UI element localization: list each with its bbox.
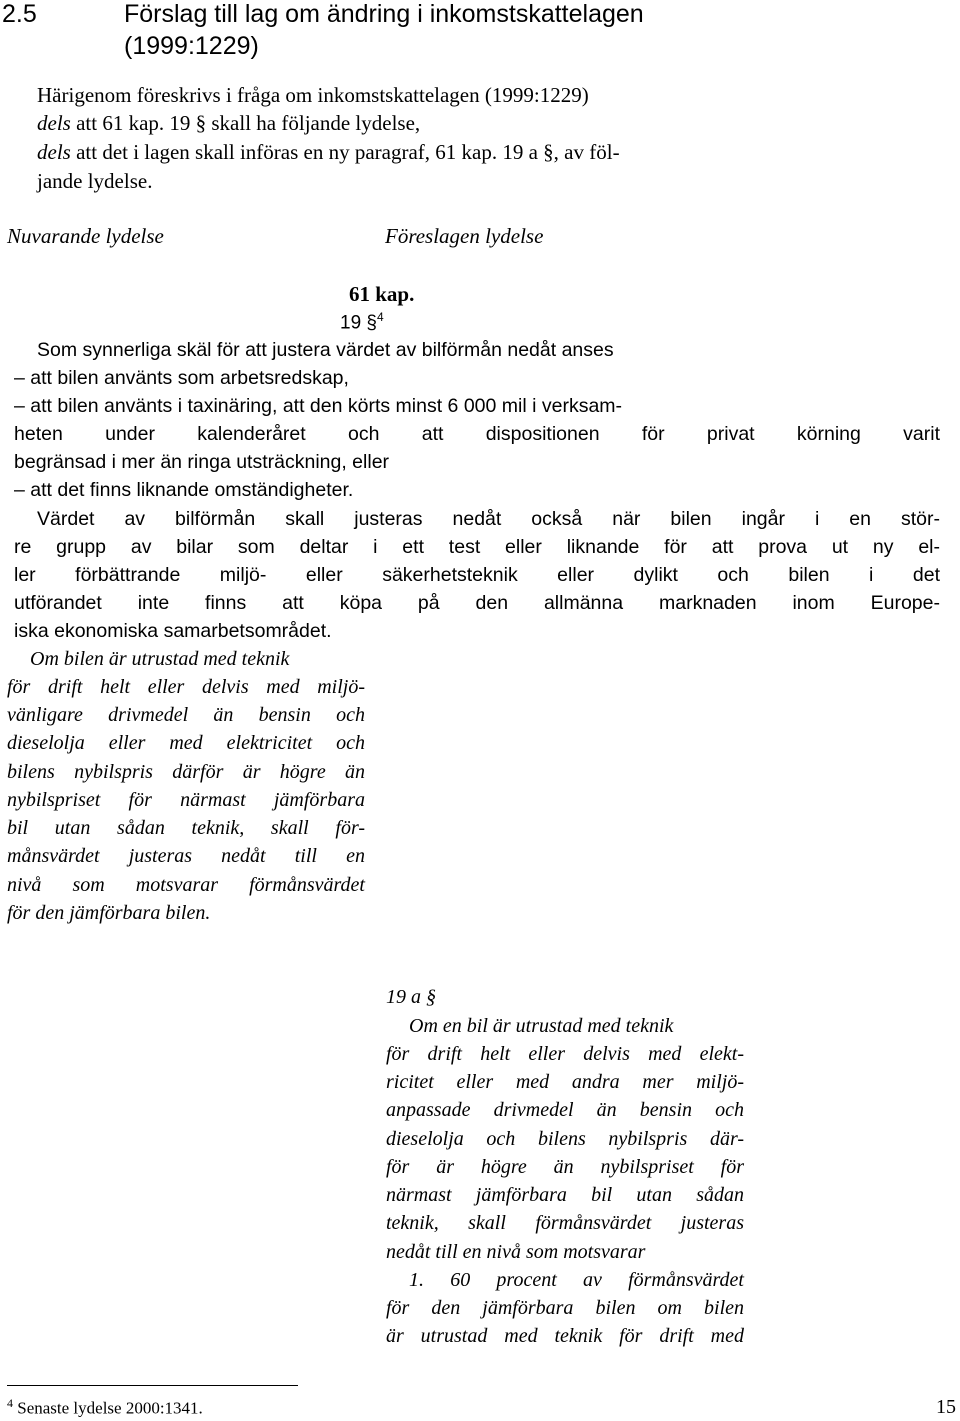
body-line-1: Som synnerliga skäl för att justera värdet av bilförmån nedåt anses bbox=[37, 339, 614, 361]
body-line-3-text: – att bilen använts i taxinäring, att den körts minst 6 000 mil i verksam- bbox=[14, 395, 623, 417]
current-line-8: månsvärdet justeras nedåt till en bbox=[7, 845, 365, 867]
new-line-7: närmast jämförbara bil utan sådan bbox=[386, 1184, 744, 1206]
footnote-rule bbox=[7, 1385, 298, 1386]
current-line-6: nybilspriset för närmast jämförbara bbox=[7, 789, 365, 811]
new-line-5: dieselolja och bilens nybilspris där- bbox=[386, 1128, 744, 1150]
new-line-3: ricitet eller med andra mer miljö- bbox=[386, 1071, 744, 1093]
current-line-3: vänligare drivmedel än bensin och bbox=[7, 704, 365, 726]
current-line-1: Om bilen är utrustad med teknik bbox=[30, 648, 290, 670]
intro-line-4: jande lydelse. bbox=[37, 169, 153, 193]
section-title-line1: Förslag till lag om ändring i inkomstskattelagen bbox=[124, 0, 644, 28]
section-number: 2.5 bbox=[2, 0, 37, 28]
column-heading-current: Nuvarande lydelse bbox=[7, 224, 164, 248]
body-line-4: heten under kalenderåret och att dispositionen för privat körning varit bbox=[14, 423, 940, 445]
body-line-9: ler förbättrande miljö- eller säkerhetsteknik eller dylikt och bilen i det bbox=[14, 564, 940, 586]
new-line-4: anpassade drivmedel än bensin och bbox=[386, 1099, 744, 1121]
intro-line-1: Härigenom föreskrivs i fråga om inkomstskattelagen (1999:1229) bbox=[37, 83, 589, 107]
body-line-8: re grupp av bilar som deltar i ett test eller liknande för att prova ut ny el- bbox=[14, 536, 940, 558]
intro-dels-2: dels bbox=[37, 140, 71, 164]
new-line-2: för drift helt eller delvis med elekt- bbox=[386, 1043, 744, 1065]
current-line-5: bilens nybilspris därför är högre än bbox=[7, 761, 365, 783]
footnote bbox=[7, 1396, 203, 1419]
body-line-10: utförandet inte finns att köpa på den allmänna marknaden inom Europe- bbox=[14, 592, 940, 614]
column-heading-proposed: Föreslagen lydelse bbox=[385, 224, 544, 248]
chapter-heading: 61 kap. bbox=[349, 282, 415, 306]
new-section-label: 19 a § bbox=[386, 986, 436, 1008]
body-line-5: begränsad i mer än ringa utsträckning, eller bbox=[14, 451, 390, 473]
new-line-9: nedåt till en nivå som motsvarar bbox=[386, 1241, 646, 1263]
page-number: 15 bbox=[936, 1396, 956, 1418]
section-heading bbox=[340, 310, 384, 334]
intro-line-3-rest: att det i lagen skall införas en ny paragraf, 61 kap. 19 a §, av föl- bbox=[76, 140, 620, 164]
footnote-text: Senaste lydelse 2000:1341. bbox=[17, 1398, 203, 1418]
body-line-3 bbox=[14, 395, 940, 418]
new-line-10: 1. 60 procent av förmånsvärdet bbox=[409, 1269, 744, 1291]
intro-line-3 bbox=[37, 140, 620, 165]
intro-dels-1: dels bbox=[37, 111, 71, 135]
current-line-10: för den jämförbara bilen. bbox=[7, 902, 211, 924]
body-line-11: iska ekonomiska samarbetsområdet. bbox=[14, 620, 332, 642]
current-line-4: dieselolja eller med elektricitet och bbox=[7, 732, 365, 754]
new-line-8: teknik, skall förmånsvärdet justeras bbox=[386, 1212, 744, 1234]
section-title-line2: (1999:1229) bbox=[124, 32, 259, 60]
current-line-7: bil utan sådan teknik, skall för- bbox=[7, 817, 365, 839]
footnote-ref: 4 bbox=[376, 310, 384, 324]
section-label: 19 § bbox=[340, 312, 377, 334]
intro-line-2-rest: att 61 kap. 19 § skall ha följande lydelse, bbox=[76, 111, 421, 135]
footnote-number: 4 bbox=[7, 1396, 13, 1410]
current-line-2: för drift helt eller delvis med miljö- bbox=[7, 676, 365, 698]
body-line-7: Värdet av bilförmån skall justeras nedåt också när bilen ingår i en stör- bbox=[37, 508, 940, 530]
new-line-11: för den jämförbara bilen om bilen bbox=[386, 1297, 744, 1319]
body-line-2: – att bilen använts som arbetsredskap, bbox=[14, 367, 349, 389]
intro-line-2 bbox=[37, 111, 420, 136]
new-line-12: är utrustad med teknik för drift med bbox=[386, 1325, 744, 1347]
new-line-6: för är högre än nybilspriset för bbox=[386, 1156, 744, 1178]
new-line-1: Om en bil är utrustad med teknik bbox=[409, 1015, 674, 1037]
body-line-6: – att det finns liknande omständigheter. bbox=[14, 479, 354, 501]
current-line-9: nivå som motsvarar förmånsvärdet bbox=[7, 874, 365, 896]
